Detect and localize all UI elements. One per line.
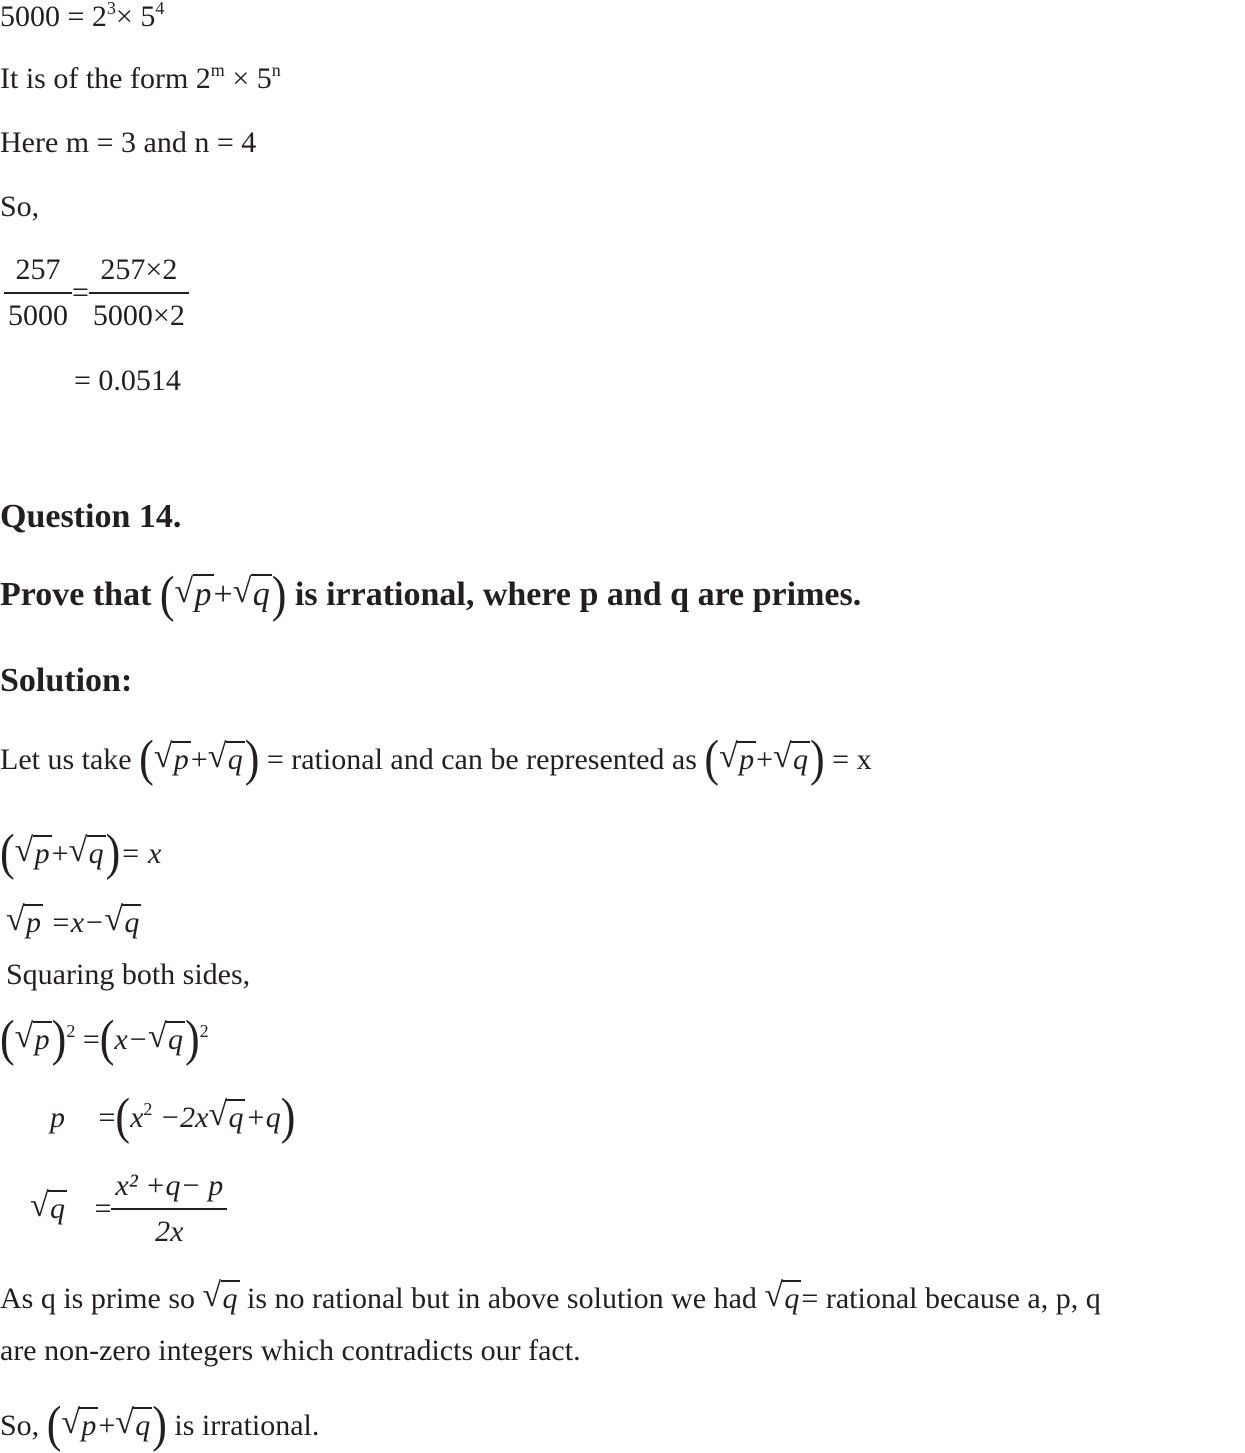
radicand: p xyxy=(34,837,50,870)
fraction-equation xyxy=(4,250,189,336)
sqrt-q xyxy=(147,1018,185,1057)
radicand: q xyxy=(50,1192,65,1225)
radical-sign: √ xyxy=(68,832,88,869)
right-paren: ) xyxy=(105,824,121,881)
radicand: p xyxy=(173,743,189,776)
radicand: q xyxy=(227,743,243,776)
radical-sign: √ xyxy=(773,738,792,775)
factorization-line xyxy=(0,0,164,34)
sqrt-p xyxy=(719,738,756,777)
radical-sign: √ xyxy=(174,573,194,610)
sqrt-p xyxy=(14,1018,52,1057)
radical-sign: √ xyxy=(147,1018,167,1055)
numerator: x² +q− p xyxy=(111,1166,227,1210)
radicand: p xyxy=(194,576,212,613)
radical-sign: √ xyxy=(14,832,34,869)
right-paren: ) xyxy=(810,730,825,787)
eq1-rhs: = x xyxy=(120,837,162,870)
denominator: 5000×2 xyxy=(92,299,185,332)
plus-sign: + xyxy=(51,837,69,870)
here-line: Here m = 3 and n = 4 xyxy=(0,126,257,159)
left-paren: ( xyxy=(46,1396,62,1453)
sqrt-p xyxy=(61,1404,98,1443)
conclusion-line-1 xyxy=(0,1277,1101,1316)
left-paren: ( xyxy=(139,730,154,787)
conclusion-a: As q is prime so xyxy=(0,1282,195,1315)
sqrt-q xyxy=(68,832,106,871)
radical-sign: √ xyxy=(764,1277,784,1314)
conclusion-b: is no rational but in above solution we had xyxy=(247,1282,757,1315)
sqrt-q xyxy=(30,1187,67,1226)
form-line xyxy=(0,62,281,96)
factorization-lhs: 5000 = 2 xyxy=(0,0,107,33)
sqrt-q xyxy=(773,738,810,777)
left-paren: ( xyxy=(0,824,15,881)
line1-start: Let us take xyxy=(0,743,132,776)
exponent: 2 xyxy=(143,1099,153,1119)
left-paren: ( xyxy=(99,1010,115,1067)
numerator: 257×2 xyxy=(89,250,189,294)
question-prompt xyxy=(0,566,862,623)
radicand: q xyxy=(167,1023,183,1056)
radicand: q xyxy=(222,1282,238,1315)
eq2-rhs: =x− xyxy=(50,906,105,939)
sqrt-p xyxy=(153,738,191,777)
sqrt-q xyxy=(202,1277,240,1316)
left-paren: ( xyxy=(115,1088,131,1145)
equation-2 xyxy=(6,901,141,940)
denominator: 2x xyxy=(155,1215,184,1248)
radicand: p xyxy=(34,1023,50,1056)
radical-sign: √ xyxy=(6,901,25,938)
equation-4 xyxy=(50,1088,296,1145)
eq5-fraction xyxy=(111,1166,227,1252)
line1-end: = x xyxy=(832,743,872,776)
exponent: n xyxy=(271,60,281,80)
sqrt-q xyxy=(232,573,272,613)
solution-heading: Solution: xyxy=(0,662,133,699)
right-paren: ) xyxy=(244,730,260,787)
exponent: 2 xyxy=(66,1021,76,1041)
radicand: p xyxy=(81,1409,97,1442)
radical-sign: √ xyxy=(115,1404,134,1441)
left-paren: ( xyxy=(159,566,175,623)
radical-sign: √ xyxy=(207,738,227,775)
eq4-x: x xyxy=(130,1101,144,1134)
eq4-lhs: p xyxy=(50,1101,65,1134)
so-line: So, xyxy=(0,190,40,223)
plus-sign: + xyxy=(213,576,233,613)
final-end: is irrational. xyxy=(174,1409,320,1442)
radicand: q xyxy=(228,1101,244,1134)
fraction-257x2-5000x2 xyxy=(89,250,189,336)
radicand: q xyxy=(252,576,270,613)
plus-sign: + xyxy=(756,743,773,776)
prompt-start: Prove that xyxy=(0,576,152,613)
plus-sign: + xyxy=(98,1409,116,1442)
radical-sign: √ xyxy=(719,738,738,775)
form-mid: × 5 xyxy=(224,62,272,95)
radical-sign: √ xyxy=(30,1187,49,1224)
exponent: m xyxy=(210,60,225,80)
left-paren: ( xyxy=(0,1010,15,1067)
final-start: So, xyxy=(0,1409,40,1442)
right-paren: ) xyxy=(271,566,287,623)
radicand: q xyxy=(124,906,140,939)
prompt-end: is irrational, where p and q are primes. xyxy=(294,576,862,613)
equals-sign: = xyxy=(72,276,89,309)
sqrt-p xyxy=(14,832,52,871)
eq4-plus-q: +q xyxy=(245,1101,281,1134)
sqrt-q xyxy=(115,1404,152,1443)
radical-sign: √ xyxy=(202,1277,222,1314)
right-paren: ) xyxy=(184,1010,200,1067)
sqrt-q xyxy=(104,901,141,940)
final-line xyxy=(0,1396,320,1453)
fraction-257-5000 xyxy=(4,250,72,336)
radical-sign: √ xyxy=(61,1404,81,1441)
squaring-line: Squaring both sides, xyxy=(6,958,251,991)
right-paren: ) xyxy=(280,1088,296,1145)
left-paren: ( xyxy=(704,730,720,787)
line1-mid: = rational and can be represented as xyxy=(266,743,697,776)
radicand: p xyxy=(739,743,755,776)
question-title: Question 14. xyxy=(0,498,182,535)
form-text: It is of the form 2 xyxy=(0,62,211,95)
solution-line-1 xyxy=(0,730,872,787)
radical-sign: √ xyxy=(14,1018,34,1055)
exponent: 2 xyxy=(199,1021,209,1041)
eq5-equals: = xyxy=(94,1192,112,1225)
conclusion-line-2: are non-zero integers which contradicts our fact. xyxy=(0,1334,581,1367)
sqrt-p xyxy=(174,573,214,613)
sqrt-q xyxy=(764,1277,801,1316)
radical-sign: √ xyxy=(104,901,123,938)
eq4-equals: = xyxy=(98,1101,116,1134)
radicand: q xyxy=(793,743,808,776)
radicand: q xyxy=(135,1409,151,1442)
result-line: = 0.0514 xyxy=(74,364,181,397)
radical-sign: √ xyxy=(208,1096,228,1133)
factorization-mid: × 5 xyxy=(115,0,156,33)
conclusion-c: = rational because a, p, q xyxy=(801,1282,1101,1315)
right-paren: ) xyxy=(51,1010,67,1067)
exponent: 4 xyxy=(155,0,165,18)
radicand: q xyxy=(784,1282,800,1315)
numerator: 257 xyxy=(4,250,72,294)
equation-1 xyxy=(0,824,162,881)
radical-sign: √ xyxy=(232,573,252,610)
eq3-equals: = xyxy=(82,1023,100,1056)
sqrt-q xyxy=(207,738,245,777)
eq3-inner: x− xyxy=(114,1023,148,1056)
sqrt-q xyxy=(208,1096,245,1135)
right-paren: ) xyxy=(152,1396,167,1453)
plus-sign: + xyxy=(190,743,208,776)
radicand: q xyxy=(88,837,104,870)
sqrt-p xyxy=(6,901,43,940)
denominator: 5000 xyxy=(8,299,68,332)
equation-3 xyxy=(0,1010,209,1067)
exponent: 3 xyxy=(106,0,116,18)
eq4-term: −2x xyxy=(152,1101,209,1134)
radical-sign: √ xyxy=(153,738,173,775)
equation-5 xyxy=(30,1166,227,1252)
radicand: p xyxy=(26,906,41,939)
